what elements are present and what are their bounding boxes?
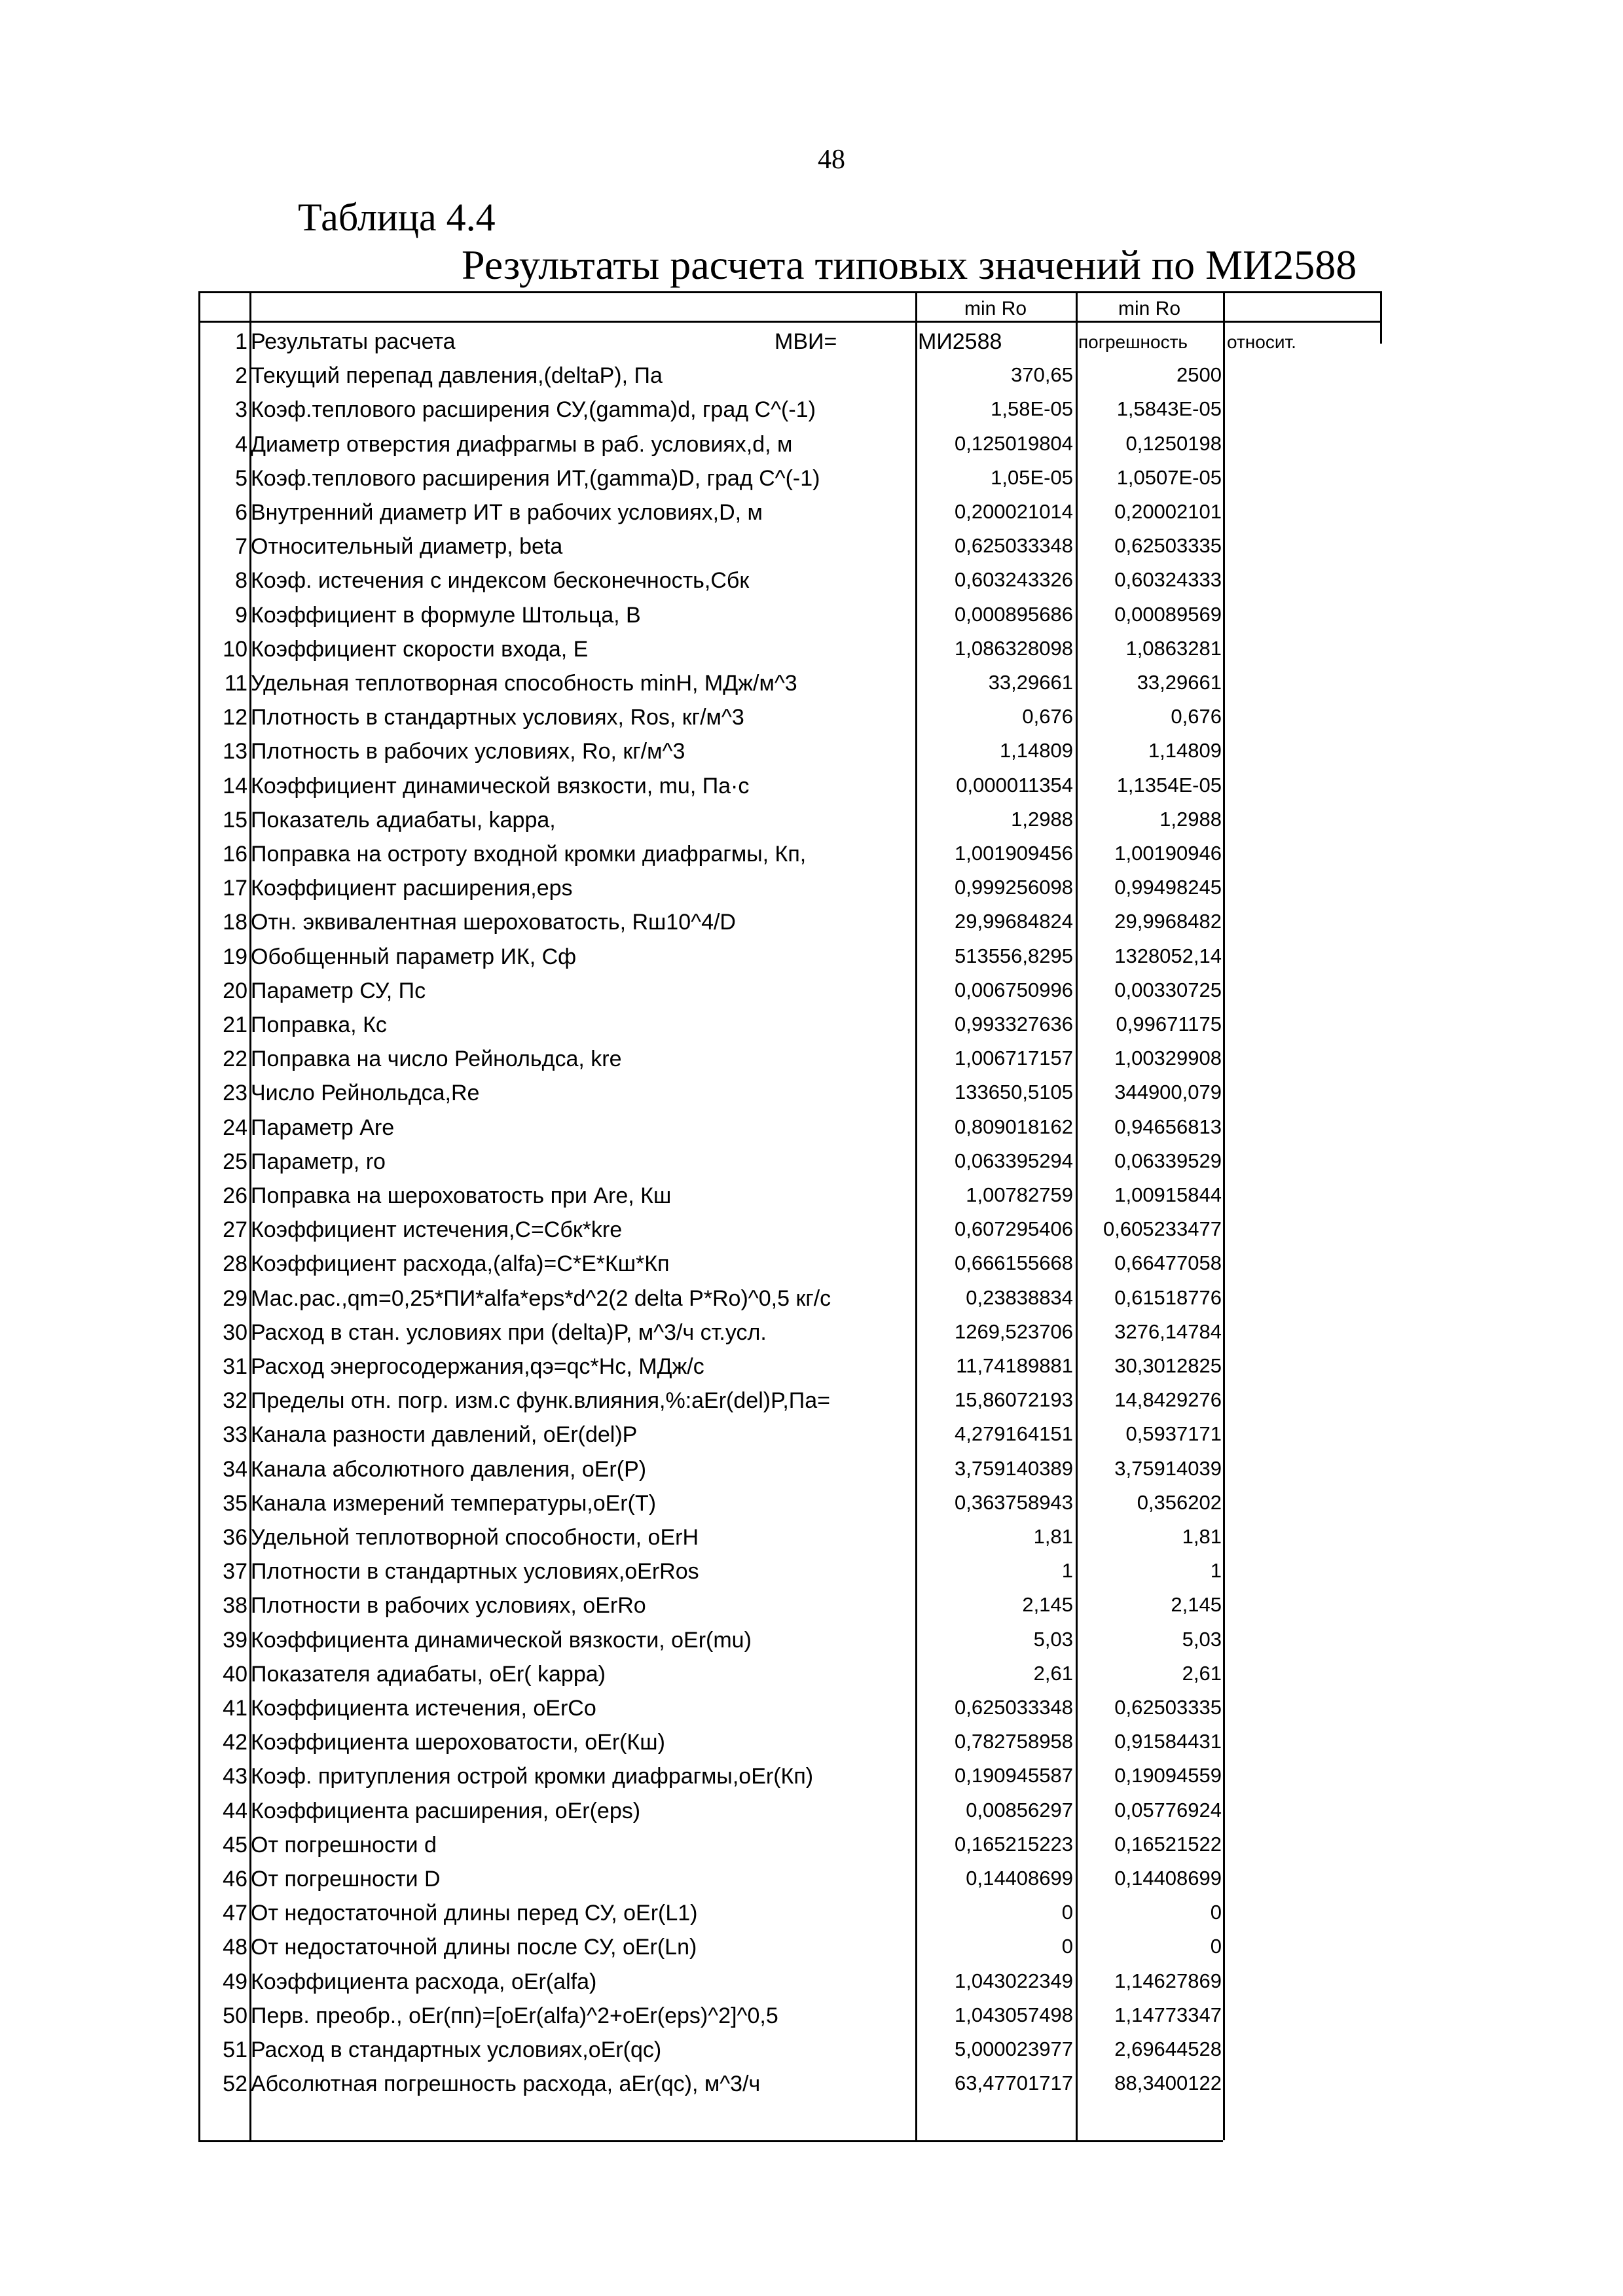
row-number: 1	[235, 329, 247, 354]
row-number: 9	[235, 602, 247, 628]
row-number: 25	[223, 1149, 247, 1174]
row-label: Плотности в рабочих условиях, oErRo	[251, 1593, 646, 1619]
row-number: 51	[223, 2037, 247, 2062]
row-value-min-ro: 0	[1061, 1901, 1073, 1924]
row-label: Расход энергосодержания,qэ=qc*Hc, МДж/с	[251, 1354, 704, 1379]
row-value-error: 0,61518776	[1114, 1285, 1222, 1309]
row-value-min-ro: 0,000895686	[954, 602, 1073, 626]
row-value-min-ro: 0,000011354	[956, 773, 1073, 797]
row-value-error: 1,81	[1182, 1525, 1222, 1548]
row-number: 15	[223, 807, 247, 833]
row-number: 22	[223, 1047, 247, 1072]
row-value-error: 2,61	[1182, 1661, 1222, 1685]
row-value-error: 0,00089569	[1114, 602, 1222, 626]
row-label: Плотность в стандартных условиях, Ros, кг/м^3	[251, 705, 744, 730]
row-value-error: 1,2988	[1159, 807, 1222, 831]
row-value-min-ro: 1	[1061, 1559, 1073, 1583]
row-number: 17	[223, 876, 247, 901]
row-value-min-ro: 0,14408699	[966, 1867, 1073, 1890]
row-value-error: 1,14809	[1148, 739, 1222, 762]
table-bottom-border	[198, 2140, 1223, 2142]
row-label: Удельная теплотворная способность minH, МДж/м^3	[251, 671, 797, 696]
row-value-min-ro: 1,14809	[999, 739, 1073, 762]
row-label: Коэффициента расхода, oEr(alfa)	[251, 1969, 597, 1994]
row-number: 29	[223, 1285, 247, 1311]
row-value-error: 0	[1210, 1935, 1222, 1958]
row-value-error: 30,3012825	[1114, 1354, 1222, 1377]
row-label: Поправка на остроту входной кромки диафрагмы, Кп,	[251, 842, 807, 867]
row-value-error: 0,05776924	[1114, 1798, 1222, 1821]
row-label: Плотность в рабочих условиях, Ro, кг/м^3	[251, 739, 685, 764]
row-label: Диаметр отверстия диафрагмы в раб. условиях,d, м	[251, 431, 793, 457]
row-number: 44	[223, 1798, 247, 1823]
row-label: Коэф.теплового расширения СУ,(gamma)d, град С^(-1)	[251, 397, 816, 423]
row-number: 2	[235, 363, 247, 389]
row-number: 34	[223, 1456, 247, 1482]
row-number: 42	[223, 1730, 247, 1755]
row-label: Коэффициента расширения, oEr(eps)	[251, 1798, 641, 1823]
row-value-error: 0,5937171	[1125, 1422, 1222, 1446]
row-number: 41	[223, 1696, 247, 1721]
row-label: Канала измерений температуры,oEr(T)	[251, 1490, 657, 1516]
row-value-min-ro: 1,006717157	[954, 1047, 1073, 1070]
row-number: 35	[223, 1490, 247, 1516]
row-label: Удельной теплотворной способности, oErH	[251, 1525, 699, 1550]
row-number: 6	[235, 500, 247, 525]
row-value-min-ro: 1,043057498	[954, 2003, 1073, 2026]
row-value-min-ro: 1,00782759	[966, 1183, 1073, 1206]
row-number: 46	[223, 1867, 247, 1892]
row-number: 37	[223, 1559, 247, 1585]
row-label: От погрешности d	[251, 1832, 437, 1857]
row-value-min-ro: 0,23838834	[966, 1285, 1073, 1309]
row-value-min-ro: 5,000023977	[954, 2037, 1073, 2060]
row-value-error: 1,0507E-05	[1116, 465, 1222, 489]
row-value-error: 1,0863281	[1125, 636, 1222, 660]
row-label: Расход в стан. условиях при (delta)P, м^3/ч ст.усл.	[251, 1319, 767, 1345]
row-label: Показателя адиабаты, oEr( kappa)	[251, 1661, 606, 1687]
row-value-min-ro: 1,81	[1033, 1525, 1073, 1548]
row-value-error: 29,9968482	[1114, 910, 1222, 933]
row-number: 49	[223, 1969, 247, 1994]
table-right-border	[1380, 291, 1382, 344]
row-label: Поправка на шероховатость при Are, Кш	[251, 1183, 672, 1208]
row-value-error: 14,8429276	[1114, 1388, 1222, 1412]
row-label: Коэффициента истечения, oErCo	[251, 1696, 596, 1721]
row-label: Коэффициент динамической вязкости, mu, Па·с	[251, 773, 750, 798]
row-label: Коэффициента шероховатости, oEr(Кш)	[251, 1730, 665, 1755]
row-value-min-ro: 11,74189881	[956, 1354, 1073, 1377]
row-number: 36	[223, 1525, 247, 1550]
row-value-error: 2,145	[1171, 1593, 1222, 1617]
row-value-error: 344900,079	[1114, 1081, 1222, 1104]
row-value-min-ro: 63,47701717	[954, 2072, 1073, 2095]
row-label: От недостаточной длины после СУ, oEr(Ln)	[251, 1935, 697, 1960]
col-relative-subheader: относит.	[1227, 332, 1296, 352]
row-value-error: 1,00329908	[1114, 1047, 1222, 1070]
row-value-min-ro: 1,05E-05	[991, 465, 1073, 489]
row-label: Абсолютная погрешность расхода, aEr(qc), м^3/ч	[251, 2072, 761, 2097]
row-label: Параметр Are	[251, 1115, 395, 1140]
row-label: От недостаточной длины перед СУ, oEr(L1)	[251, 1901, 698, 1926]
row-value-min-ro: 0,999256098	[954, 876, 1073, 899]
row-value-error: 0,14408699	[1114, 1867, 1222, 1890]
row-value-min-ro: 0,125019804	[954, 431, 1073, 455]
row-value-min-ro: 2,61	[1033, 1661, 1073, 1685]
row-number: 5	[235, 465, 247, 491]
row-number: 39	[223, 1627, 247, 1653]
row-label: Внутренний диаметр ИТ в рабочих условиях,D, м	[251, 500, 763, 525]
row-value-min-ro: 1,043022349	[954, 1969, 1073, 1992]
row-value-error: 0,356202	[1137, 1490, 1222, 1514]
row-value-error: 0,62503335	[1114, 1696, 1222, 1719]
row-value-error: 1328052,14	[1114, 944, 1222, 967]
row-value-error: 1,14627869	[1114, 1969, 1222, 1992]
row-value-min-ro: 1,58E-05	[991, 397, 1073, 421]
row-value-min-ro: 0,165215223	[954, 1832, 1073, 1856]
row-value-min-ro: 0,063395294	[954, 1149, 1073, 1172]
row-label: Мас.рас.,qm=0,25*ПИ*alfa*eps*d^2(2 delta P*Ro)^0,5 кг/с	[251, 1285, 831, 1311]
row-label: Текущий перепад давления,(deltaP), Па	[251, 363, 663, 389]
row-label: От погрешности D	[251, 1867, 441, 1892]
row-value-error: 1,1354E-05	[1116, 773, 1222, 797]
row-number: 32	[223, 1388, 247, 1414]
row-value-min-ro: 33,29661	[988, 671, 1073, 694]
table-caption: Таблица 4.4	[298, 196, 496, 239]
row-value-min-ro: 0,993327636	[954, 1013, 1073, 1035]
row-label: Показатель адиабаты, kappa,	[251, 807, 556, 833]
row-value-min-ro: 133650,5105	[954, 1081, 1073, 1104]
row-number: 7	[235, 534, 247, 560]
row-value-error: 0,20002101	[1114, 500, 1222, 523]
row-number: 13	[223, 739, 247, 764]
row-value-error: 0,1250198	[1125, 431, 1222, 455]
table-top-border	[198, 291, 1382, 293]
row-label: Обобщенный параметр ИК, Сф	[251, 944, 577, 969]
row-value-min-ro: 0,607295406	[954, 1217, 1073, 1241]
row-value-error: 0,66477058	[1114, 1251, 1222, 1275]
row-label: Коэффициент скорости входа, Е	[251, 636, 589, 662]
results-table	[198, 291, 1382, 2140]
row-number: 52	[223, 2072, 247, 2097]
row-number: 48	[223, 1935, 247, 1960]
row-value-min-ro: 513556,8295	[954, 944, 1073, 967]
row-value-error: 0,94656813	[1114, 1115, 1222, 1138]
row-value-min-ro: 0,363758943	[954, 1490, 1073, 1514]
row-label: Канала разности давлений, oEr(del)P	[251, 1422, 638, 1448]
row-number: 47	[223, 1901, 247, 1926]
row-number: 4	[235, 431, 247, 457]
row-label: Пределы отн. погр. изм.с функ.влияния,%:aEr(del)P,Па=	[251, 1388, 831, 1414]
row-number: 31	[223, 1354, 247, 1379]
row-value-min-ro: 0,676	[1022, 705, 1073, 728]
row-value-error: 3,75914039	[1114, 1456, 1222, 1480]
row-value-min-ro: 0,006750996	[954, 978, 1073, 1001]
row-value-error: 0,60324333	[1114, 568, 1222, 592]
row-value-error: 0,62503335	[1114, 534, 1222, 558]
row-value-error: 2500	[1176, 363, 1222, 387]
row-value-min-ro: 1,2988	[1011, 807, 1073, 831]
mvi-value: МИ2588	[918, 329, 1002, 354]
row-value-min-ro: 370,65	[1011, 363, 1073, 387]
row-label: Результаты расчета	[251, 329, 456, 354]
row-value-error: 0,16521522	[1114, 1832, 1222, 1856]
table-left-border	[198, 291, 200, 2140]
header-min-ro-2: min Ro	[1118, 298, 1181, 319]
row-value-error: 0,99498245	[1114, 876, 1222, 899]
row-value-error: 1,00190946	[1114, 842, 1222, 865]
row-value-min-ro: 0,190945587	[954, 1764, 1073, 1787]
row-label: Плотности в стандартных условиях,oErRos	[251, 1559, 699, 1585]
page-number: 48	[818, 145, 845, 175]
row-number: 23	[223, 1081, 247, 1106]
row-value-error: 0,00330725	[1114, 978, 1222, 1001]
value1-column-border	[915, 291, 917, 2140]
row-label: Канала абсолютного давления, oEr(P)	[251, 1456, 647, 1482]
row-value-min-ro: 0,666155668	[954, 1251, 1073, 1275]
row-number: 19	[223, 944, 247, 969]
row-label: Относительный диаметр, beta	[251, 534, 563, 560]
row-number: 40	[223, 1661, 247, 1687]
row-value-min-ro: 1,086328098	[954, 636, 1073, 660]
row-value-error: 0,605233477	[1103, 1217, 1222, 1241]
row-value-error: 1,5843E-05	[1116, 397, 1222, 421]
row-value-error: 1	[1210, 1559, 1222, 1583]
row-value-error: 88,3400122	[1114, 2072, 1222, 2095]
row-value-min-ro: 0,809018162	[954, 1115, 1073, 1138]
row-number: 18	[223, 910, 247, 935]
row-value-min-ro: 2,145	[1022, 1593, 1073, 1617]
row-label: Коэффициент в формуле Штольца, В	[251, 602, 641, 628]
row-value-error: 0,19094559	[1114, 1764, 1222, 1787]
row-number: 11	[224, 671, 247, 696]
row-number: 21	[223, 1013, 247, 1037]
row-number: 10	[223, 636, 247, 662]
row-label: Коэффициента динамической вязкости, oEr(mu)	[251, 1627, 752, 1653]
row-value-min-ro: 0,603243326	[954, 568, 1073, 592]
col-error-subheader: погрешность	[1078, 332, 1188, 352]
row-value-error: 0,676	[1171, 705, 1222, 728]
row-value-error: 1,00915844	[1114, 1183, 1222, 1206]
row-value-min-ro: 1269,523706	[954, 1319, 1073, 1343]
row-value-error: 0,99671175	[1116, 1013, 1222, 1035]
row-value-min-ro: 1,001909456	[954, 842, 1073, 865]
row-value-min-ro: 0,00856297	[966, 1798, 1073, 1821]
row-label: Число Рейнольдса,Re	[251, 1081, 480, 1106]
row-number: 3	[235, 397, 247, 423]
row-number: 27	[223, 1217, 247, 1243]
row-number: 14	[223, 773, 247, 798]
table-title: Результаты расчета типовых значений по МИ2588	[462, 242, 1357, 288]
row-value-min-ro: 15,86072193	[954, 1388, 1073, 1412]
row-number: 38	[223, 1593, 247, 1619]
row-number: 30	[223, 1319, 247, 1345]
row-label: Коэффициент истечения,C=Сбк*kre	[251, 1217, 623, 1243]
row-value-min-ro: 3,759140389	[954, 1456, 1073, 1480]
row-label: Параметр СУ, Пс	[251, 978, 426, 1003]
row-number: 20	[223, 978, 247, 1003]
row-label: Расход в стандартных условиях,oEr(qc)	[251, 2037, 662, 2062]
row-value-min-ro: 4,279164151	[954, 1422, 1073, 1446]
row-label: Параметр, ro	[251, 1149, 386, 1174]
row-value-min-ro: 0	[1061, 1935, 1073, 1958]
row-value-error: 0,91584431	[1114, 1730, 1222, 1753]
row-value-min-ro: 0,782758958	[954, 1730, 1073, 1753]
row-number: 26	[223, 1183, 247, 1208]
row-label: Коэф. истечения с индексом бесконечность,Сбк	[251, 568, 750, 594]
value2-column-border	[1076, 291, 1078, 2140]
row-label: Коэф.теплового расширения ИТ,(gamma)D, град С^(-1)	[251, 465, 820, 491]
row-number: 43	[223, 1764, 247, 1789]
row-number: 50	[223, 2003, 247, 2028]
row-value-error: 3276,14784	[1114, 1319, 1222, 1343]
row-number: 12	[223, 705, 247, 730]
row-label: Коэф. притупления острой кромки диафрагмы,oEr(Кп)	[251, 1764, 814, 1789]
row-number: 28	[223, 1251, 247, 1277]
row-value-error: 5,03	[1182, 1627, 1222, 1651]
table-header-border	[198, 321, 1382, 323]
row-number: 16	[223, 842, 247, 867]
row-label: Поправка на число Рейнольдса, kre	[251, 1047, 622, 1072]
row-label: Коэффициент расширения,eps	[251, 876, 573, 901]
row-number: 8	[235, 568, 247, 594]
row-value-error: 0	[1210, 1901, 1222, 1924]
row-value-min-ro: 29,99684824	[954, 910, 1073, 933]
row-value-error: 33,29661	[1137, 671, 1222, 694]
row-number: 45	[223, 1832, 247, 1857]
row-label: Отн. эквивалентная шероховатость, Rш10^4/D	[251, 910, 736, 935]
row-value-min-ro: 0,625033348	[954, 1696, 1073, 1719]
row-value-min-ro: 0,200021014	[954, 500, 1073, 523]
row-number: 33	[223, 1422, 247, 1448]
row-value-min-ro: 5,03	[1033, 1627, 1073, 1651]
row-label: Перв. преобр., oEr(пп)=[oEr(alfa)^2+oEr(eps)^2]^0,5	[251, 2003, 778, 2028]
header-min-ro-1: min Ro	[964, 298, 1027, 319]
row-number: 24	[223, 1115, 247, 1140]
mvi-label: МВИ=	[775, 329, 837, 354]
row-value-error: 2,69644528	[1114, 2037, 1222, 2060]
row-value-error: 0,06339529	[1114, 1149, 1222, 1172]
row-label: Коэффициент расхода,(alfa)=C*E*Кш*Кп	[251, 1251, 670, 1277]
row-value-min-ro: 0,625033348	[954, 534, 1073, 558]
row-value-error: 1,14773347	[1114, 2003, 1222, 2026]
row-label: Поправка, Кс	[251, 1013, 387, 1037]
value3-column-border	[1223, 291, 1225, 2140]
